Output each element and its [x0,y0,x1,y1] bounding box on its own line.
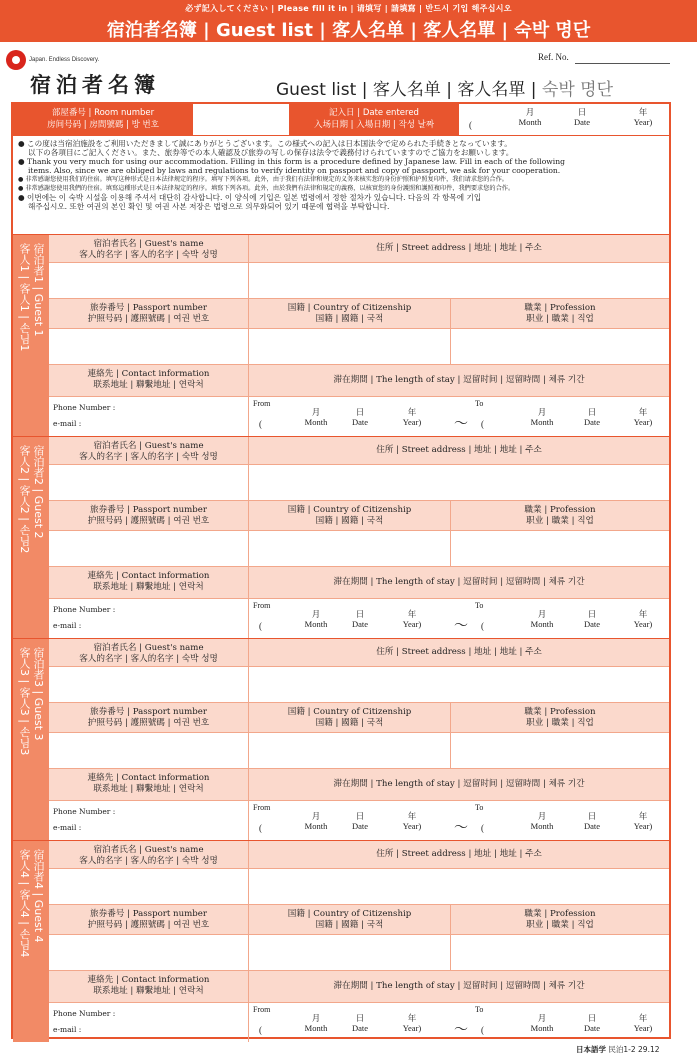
from-day: 日 Date [351,1013,369,1033]
phone-label: Phone Number : [53,1009,116,1018]
guest-side-label-a: 客人2 | 客人2 | 손님2 [18,445,31,554]
country-field[interactable] [249,935,451,970]
guest-side-label-a: 客人1 | 客人1 | 손님1 [18,243,31,352]
contact-label: 連絡先 | Contact information 联系地址 | 聯繫地址 | 연락처 [49,769,249,800]
stay-label: 滞在期間 | The length of stay | 逗留时间 | 逗留時間 | 체류 기간 [249,567,669,598]
passport-label-row [49,299,669,329]
title-multi-main: Guest list | 客人名单 | 客人名單 | [276,80,537,100]
phone-label: Phone Number : [53,807,116,816]
stay-label: 滞在期間 | The length of stay | 逗留时间 | 逗留時間 | 체류 기간 [249,365,669,396]
to-year: 年 Year) [633,1013,653,1033]
contact-field[interactable] [49,1003,249,1042]
passport-label: 旅券番号 | Passport number 护照号码 | 護照號碼 | 여권 번호 [49,299,249,328]
guest-name-field[interactable] [49,465,249,500]
guest-form [11,102,671,1039]
contact-label-row [49,365,669,397]
guest-name-label: 宿泊者氏名 | Guest's name 客人的名字 | 客人的名字 | 숙박 성명 [49,235,249,262]
stay-period-field[interactable]: From ( 月 Month 日 Date 年 Year) 〜 To ( 月 Month 日 Date 年 Year) [249,801,669,840]
contact-label: 連絡先 | Contact information 联系地址 | 聯繫地址 | 연락처 [49,567,249,598]
guest-section-4 [13,840,669,1042]
stay-period-field[interactable]: From ( 月 Month 日 Date 年 Year) 〜 To ( 月 Month 日 Date 年 Year) [249,599,669,638]
email-label: e-mail : [53,823,82,832]
address-field[interactable] [249,263,669,298]
stay-label: 滞在期間 | The length of stay | 逗留时间 | 逗留時間 | 체류 기간 [249,769,669,800]
year-field: 年 Year) [633,107,653,127]
guest-side-label-a: 客人3 | 客人3 | 손님3 [18,647,31,756]
address-label: 住所 | Street address | 地址 | 地址 | 주소 [249,639,669,666]
contact-input-row [49,1003,669,1042]
passport-label: 旅券番号 | Passport number 护照号码 | 護照號碼 | 여권 번호 [49,703,249,732]
name-address-label-row [49,437,669,465]
country-label: 国籍 | Country of Citizenship 国籍 | 國籍 | 국적 [249,299,451,328]
to-month: 月 Month [530,407,554,427]
contact-input-row [49,801,669,840]
contact-field[interactable] [49,801,249,840]
phone-label: Phone Number : [53,605,116,614]
to-day: 日 Date [583,407,601,427]
passport-label: 旅券番号 | Passport number 护照号码 | 護照號碼 | 여권 번호 [49,501,249,530]
guest-side-label-b: 宿泊者4 | Guest 4 [32,849,45,943]
address-field[interactable] [249,667,669,702]
from-label: From [253,399,271,408]
from-year: 年 Year) [402,811,422,831]
passport-field[interactable] [49,733,249,768]
from-day: 日 Date [351,407,369,427]
from-month: 月 Month [304,609,328,629]
name-address-input-row [49,465,669,501]
banner-instruction: 必ず記入してください | Please fill it in | 请填写 | 請填寫 | 반드시 기입 해주십시오 [185,4,512,13]
banner-title: 宿泊者名簿 | Guest list | 客人名单 | 客人名單 | 숙박 명단 [106,20,591,41]
profession-label: 職業 | Profession 职业 | 職業 | 직업 [451,501,669,530]
guest-section-1 [13,234,669,436]
name-address-input-row [49,667,669,703]
guest-name-field[interactable] [49,263,249,298]
from-year: 年 Year) [402,609,422,629]
passport-input-row [49,935,669,971]
name-address-label-row [49,235,669,263]
passport-label: 旅券番号 | Passport number 护照号码 | 護照號碼 | 여권 번호 [49,905,249,934]
guest-side-label-b: 宿泊者3 | Guest 3 [32,647,45,741]
passport-field[interactable] [49,935,249,970]
to-day: 日 Date [583,811,601,831]
stay-period-field[interactable]: From ( 月 Month 日 Date 年 Year) 〜 To ( 月 Month 日 Date 年 Year) [249,397,669,436]
to-month: 月 Month [530,811,554,831]
passport-label-row [49,703,669,733]
date-entered-field[interactable]: ( 月 Month 日 Date 年 Year) [459,104,669,135]
guest-section-3 [13,638,669,840]
email-label: e-mail : [53,419,82,428]
email-label: e-mail : [53,621,82,630]
to-year: 年 Year) [633,609,653,629]
logo [6,50,99,70]
profession-field[interactable] [451,531,669,566]
page-title: 宿泊者名簿 [30,73,160,97]
passport-field[interactable] [49,329,249,364]
from-day: 日 Date [351,609,369,629]
address-field[interactable] [249,465,669,500]
guest-side-label-b: 宿泊者2 | Guest 2 [32,445,45,539]
passport-field[interactable] [49,531,249,566]
profession-label: 職業 | Profession 职业 | 職業 | 직업 [451,299,669,328]
ref-no-field[interactable] [575,63,670,64]
to-year: 年 Year) [633,811,653,831]
from-label: From [253,1005,271,1014]
to-label: To [475,399,484,408]
from-label: From [253,803,271,812]
to-month: 月 Month [530,609,554,629]
contact-label: 連絡先 | Contact information 联系地址 | 聯繫地址 | 연락처 [49,365,249,396]
passport-label-row [49,905,669,935]
room-number-label: 部屋番号 | Room number 房间号码 | 房間號碼 | 방 번호 [13,104,193,135]
country-label: 国籍 | Country of Citizenship 国籍 | 國籍 | 국적 [249,501,451,530]
profession-field[interactable] [451,329,669,364]
guest-side-label-a: 客人4 | 客人4 | 손님4 [18,849,31,958]
room-number-field[interactable] [193,104,289,135]
to-label: To [475,803,484,812]
day-field: 日 Date [573,107,591,127]
to-day: 日 Date [583,1013,601,1033]
tilde-separator: 〜 [454,416,468,432]
tilde-separator: 〜 [454,1022,468,1038]
title-multi-korean: 숙박 명단 [541,80,614,100]
tilde-separator: 〜 [454,618,468,634]
to-month: 月 Month [530,1013,554,1033]
contact-input-row [49,397,669,436]
contact-label-row [49,971,669,1003]
address-label: 住所 | Street address | 地址 | 地址 | 주소 [249,841,669,868]
to-day: 日 Date [583,609,601,629]
from-day: 日 Date [351,811,369,831]
profession-field[interactable] [451,733,669,768]
guest-name-field[interactable] [49,667,249,702]
profession-label: 職業 | Profession 职业 | 職業 | 직업 [451,703,669,732]
address-field[interactable] [249,869,669,904]
profession-label: 職業 | Profession 职业 | 職業 | 직업 [451,905,669,934]
contact-field[interactable] [49,599,249,638]
phone-label: Phone Number : [53,403,116,412]
guest-side-label [13,437,49,638]
month-field: 月 Month [518,107,542,127]
guest-side-label-b: 宿泊者1 | Guest 1 [32,243,45,337]
notice-text: ● この度は当宿泊施設をご利用いただきまして誠にありがとうございます。この様式への記入は日本国法令で定められた手続きとなっています。 以下の各項目にご記入ください。また、旅券等での本人確認及び旅券の写しの保存は法令で義務付けられていますのでご協力をお願いします。 ● Thank you very much for using our accommodation. Filling in this form is a procedure defined by Japanese law. Fill in each of the following items. Also, since we are obliged by laws and regulations to verify identity on passport and copy of passport, we ask for your cooperation. ● 非常感谢您使用我们的住宿。填写这种形式是日本法律规定的程序。填写下列各项。此外，由于我们有法律和规定的义务来核实您的身份护照和护照复印件，我们请求您的合作。 ● 非常感謝您使用我們的住宿。填寫這種形式是日本法律規定的程序。填寫下列各項。此外，由於我們有法律和規定的義務，以核實您的身份護照和護照複印件，我們要求您的合作。 ● 이번에는 이 숙박 시설을 이용해 주셔서 대단히 감사합니다. 이 양식에 기입은 일본 법령에서 정한 절차가 있습니다. 다음의 각 항목에 기입 해주십시오. 또한 여권의 본인 확인 및 여권 사본 저장은 법령으로 의무화되어 있기 때문에 협력을 부탁합니다. [18,139,565,211]
japan-logo-icon [6,50,26,70]
to-year: 年 Year) [633,407,653,427]
passport-input-row [49,329,669,365]
logo-text: Japan. Endless Discovery. [29,57,100,63]
country-label: 国籍 | Country of Citizenship 国籍 | 國籍 | 국적 [249,703,451,732]
passport-input-row [49,531,669,567]
address-label: 住所 | Street address | 地址 | 地址 | 주소 [249,437,669,464]
email-label: e-mail : [53,1025,82,1034]
guest-side-label [13,235,49,436]
guest-name-label: 宿泊者氏名 | Guest's name 客人的名字 | 客人的名字 | 숙박 성명 [49,639,249,666]
passport-label-row [49,501,669,531]
tilde-separator: 〜 [454,820,468,836]
country-label: 国籍 | Country of Citizenship 国籍 | 國籍 | 국적 [249,905,451,934]
guest-side-label [13,841,49,1042]
contact-field[interactable] [49,397,249,436]
from-year: 年 Year) [402,1013,422,1033]
ref-no-label: Ref. No. [538,52,569,62]
from-year: 年 Year) [402,407,422,427]
country-field[interactable] [249,733,451,768]
profession-field[interactable] [451,935,669,970]
stay-label: 滞在期間 | The length of stay | 逗留时间 | 逗留時間 | 체류 기간 [249,971,669,1002]
name-address-input-row [49,869,669,905]
from-month: 月 Month [304,407,328,427]
top-banner [0,0,697,42]
name-address-label-row [49,841,669,869]
guest-name-label: 宿泊者氏名 | Guest's name 客人的名字 | 客人的名字 | 숙박 성명 [49,437,249,464]
form-header-row [13,104,669,136]
guest-name-field[interactable] [49,869,249,904]
to-label: To [475,1005,484,1014]
country-field[interactable] [249,329,451,364]
date-entered-label: 記入日 | Date entered 入场日期 | 入場日期 | 작성 날짜 [289,104,459,135]
contact-input-row [49,599,669,638]
country-field[interactable] [249,531,451,566]
guest-name-label: 宿泊者氏名 | Guest's name 客人的名字 | 客人的名字 | 숙박 성명 [49,841,249,868]
contact-label: 連絡先 | Contact information 联系地址 | 聯繫地址 | 연락처 [49,971,249,1002]
guest-side-label [13,639,49,840]
passport-input-row [49,733,669,769]
contact-label-row [49,567,669,599]
to-label: To [475,601,484,610]
name-address-label-row [49,639,669,667]
from-month: 月 Month [304,811,328,831]
from-label: From [253,601,271,610]
footer: 日本語学 民泊1-2 29.12 [576,1045,660,1054]
stay-period-field[interactable]: From ( 月 Month 日 Date 年 Year) 〜 To ( 月 Month 日 Date 年 Year) [249,1003,669,1042]
page-title-multilingual [276,75,613,100]
from-month: 月 Month [304,1013,328,1033]
name-address-input-row [49,263,669,299]
guest-section-2 [13,436,669,638]
contact-label-row [49,769,669,801]
address-label: 住所 | Street address | 地址 | 地址 | 주소 [249,235,669,262]
